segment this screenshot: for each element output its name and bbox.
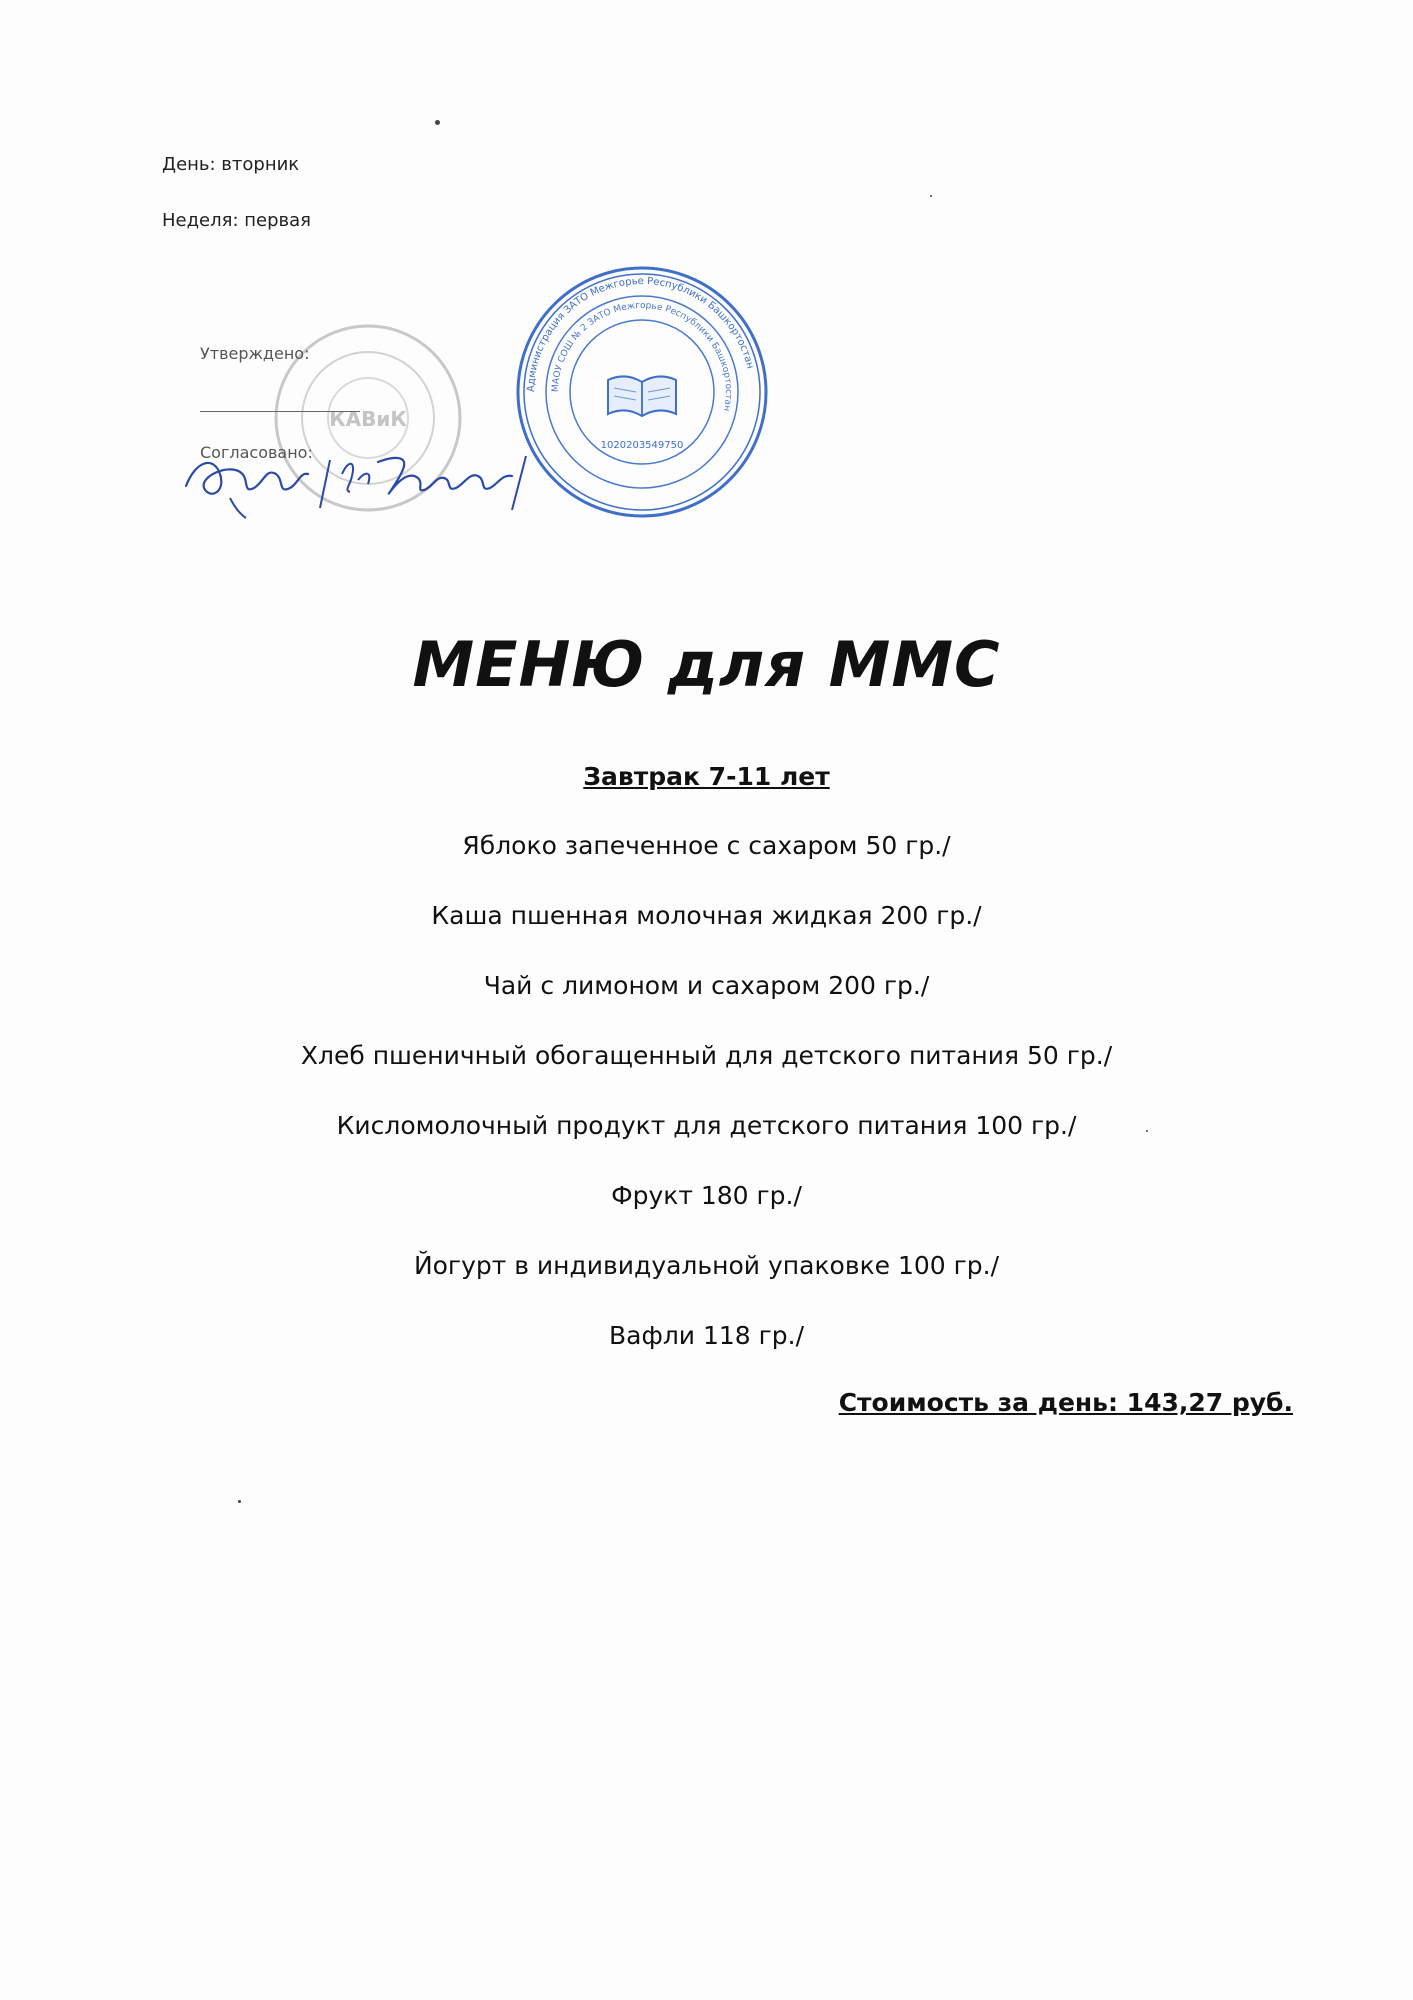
menu-item: Чай с лимоном и сахаром 200 гр./ <box>483 971 930 1000</box>
approved-label: Утверждено: <box>200 344 310 363</box>
document-title: МЕНЮ для ММС <box>412 628 1001 701</box>
day-label: День: вторник <box>162 154 300 175</box>
menu-item: Йогурт в индивидуальной упаковке 100 гр./ <box>413 1251 1000 1280</box>
daily-cost: Стоимость за день: 143,27 руб. <box>838 1388 1293 1417</box>
week-label: Неделя: первая <box>162 210 311 231</box>
menu-item: Фрукт 180 гр./ <box>611 1181 802 1210</box>
seal-outer-text: Администрация ЗАТО Межгорье Республики Башкортостан <box>525 275 756 393</box>
agreed-label: Согласовано: <box>200 443 313 462</box>
handwritten-signature <box>180 430 580 520</box>
menu-list <box>0 828 1413 1388</box>
menu-item: Вафли 118 гр./ <box>608 1321 805 1350</box>
scan-speck <box>1146 1130 1148 1132</box>
scan-speck <box>930 195 932 197</box>
menu-item: Яблоко запеченное с сахаром 50 гр./ <box>462 831 951 860</box>
svg-text:КАВиК: КАВиК <box>329 407 407 431</box>
seal-inner-text: МАОУ СОШ № 2 ЗАТО Межгорье Республики Башкортостан <box>550 300 734 412</box>
menu-item: Каша пшенная молочная жидкая 200 гр./ <box>431 901 982 930</box>
book-icon <box>608 376 676 416</box>
section-title: Завтрак 7-11 лет <box>583 762 830 791</box>
scan-speck <box>435 120 440 125</box>
approved-signature-line <box>200 411 360 412</box>
menu-item: Хлеб пшеничный обогащенный для детского питания 50 гр./ <box>300 1041 1113 1070</box>
menu-item: Кисломолочный продукт для детского питания 100 гр./ <box>336 1111 1077 1140</box>
seal-number: 1020203549750 <box>600 440 684 451</box>
scan-speck <box>238 1500 241 1503</box>
